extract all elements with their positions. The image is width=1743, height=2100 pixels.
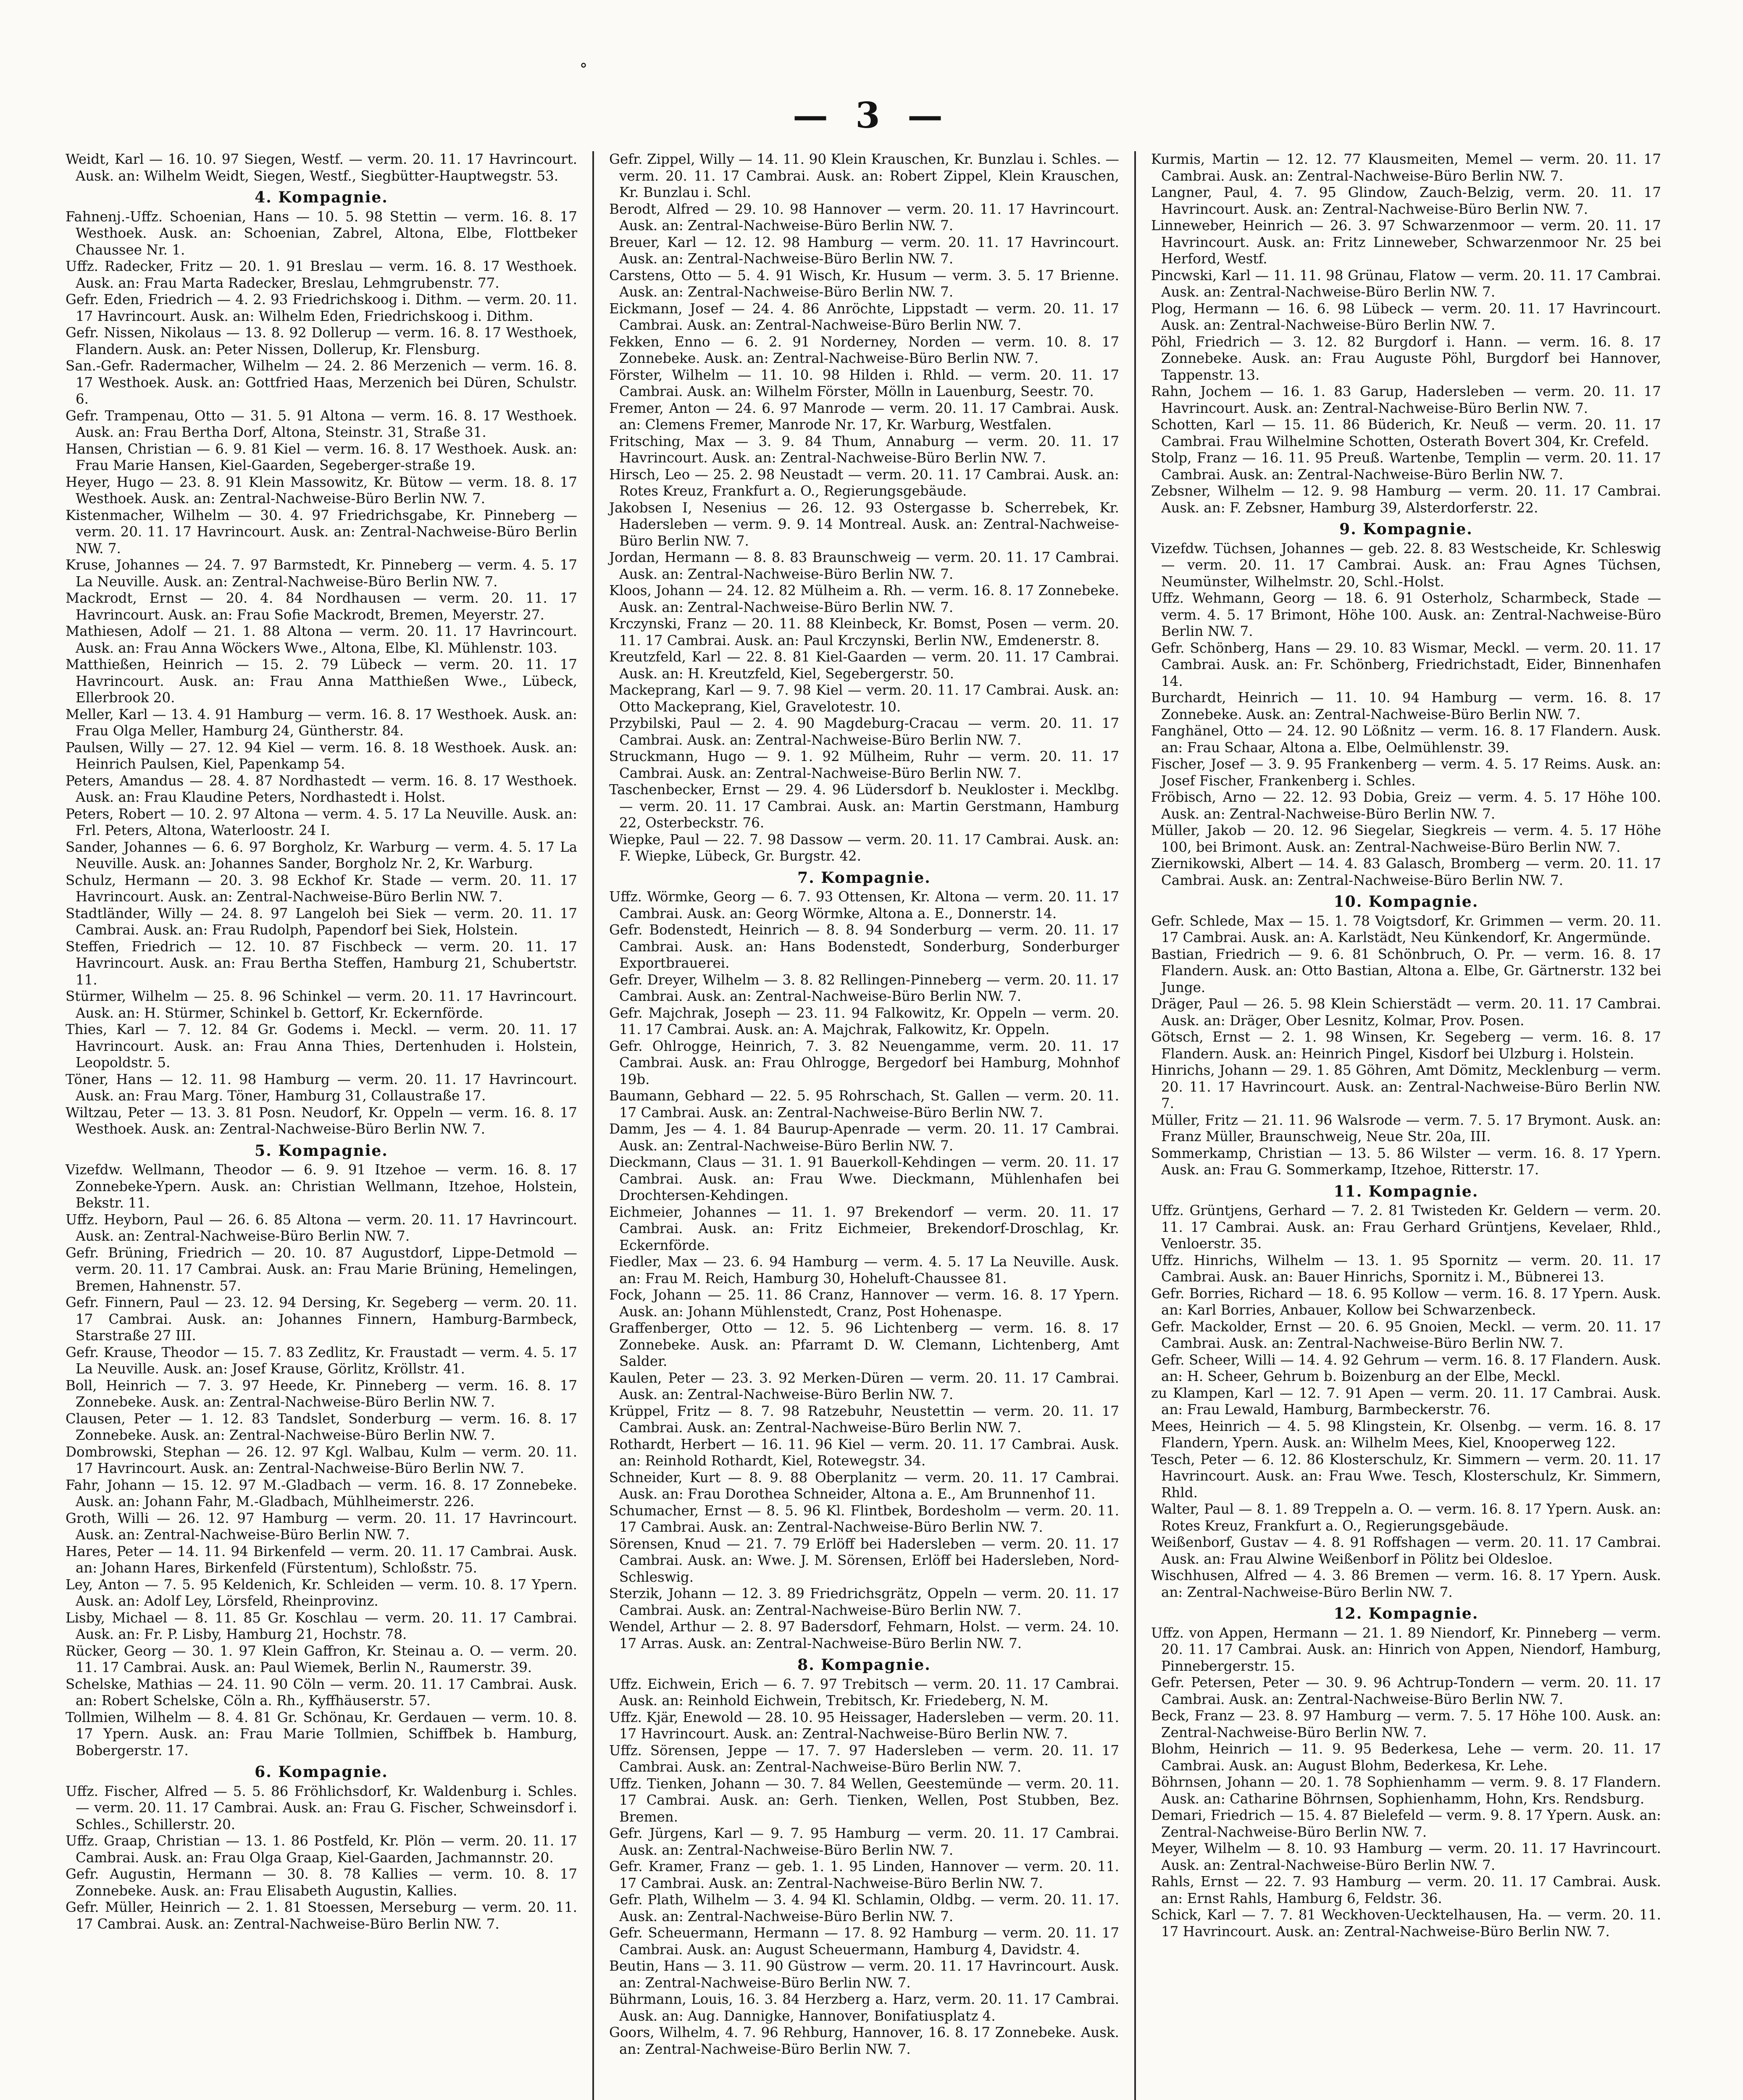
casualty-entry: Gefr. Trampenau, Otto — 31. 5. 91 Altona — verm. 16. 8. 17 Westhoek. Ausk. an: Frau Bertha Dorf, Altona, Steinstr. 31, Straße 31. — [66, 407, 577, 440]
casualty-entry: Clausen, Peter — 1. 12. 83 Tandslet, Sonderburg — verm. 16. 8. 17 Zonnebeke. Ausk. an: Zentral-Nachweise-Büro Berlin NW. 7. — [66, 1410, 577, 1443]
company-heading: 8. Kompagnie. — [797, 1656, 931, 1674]
casualty-entry: Damm, Jes — 4. 1. 84 Baurup-Apenrade — verm. 20. 11. 17 Cambrai. Ausk. an: Zentral-Nachweise-Büro Berlin NW. 7. — [609, 1121, 1119, 1154]
casualty-entry: Peters, Robert — 10. 2. 97 Altona — verm. 4. 5. 17 La Neuville. Ausk. an: Frl. Peters, Altona, Waterloostr. 24 I. — [66, 806, 577, 838]
casualty-entry: Stolp, Franz — 16. 11. 95 Preuß. Wartenbe, Templin — verm. 20. 11. 17 Cambrai. Ausk. an: Zentral-Nachweise-Büro Berlin NW. 7. — [1151, 450, 1661, 483]
casualty-entry: Gefr. Schönberg, Hans — 29. 10. 83 Wismar, Meckl. — verm. 20. 11. 17 Cambrai. Ausk. an: Fr. Schönberg, Friedrichstadt, Eider, Binnenhafen 14. — [1151, 640, 1661, 689]
casualty-entry: Peters, Amandus — 28. 4. 87 Nordhastedt — verm. 16. 8. 17 Westhoek. Ausk. an: Frau Klaudine Peters, Nordhastedt i. Holst. — [66, 772, 577, 805]
casualty-entry: Uffz. Kjär, Enewold — 28. 10. 95 Heissager, Hadersleben — verm. 20. 11. 17 Havrincourt. Ausk. an: Zentral-Nachweise-Büro Berlin NW. 7. — [609, 1709, 1119, 1742]
casualty-entry: Vizefdw. Wellmann, Theodor — 6. 9. 91 Itzehoe — verm. 16. 8. 17 Zonnebeke-Ypern. Ausk. an: Christian Wellmann, Itzehoe, Holstein, Bekstr. 11. — [66, 1162, 577, 1211]
casualty-entry: San.-Gefr. Radermacher, Wilhelm — 24. 2. 86 Merzenich — verm. 16. 8. 17 Westhoek. Ausk. an: Gottfried Haas, Merzenich bei Düren, Schulstr. 6. — [66, 358, 577, 407]
casualty-entry: Gefr. Ohlrogge, Heinrich, 7. 3. 82 Neuengamme, verm. 20. 11. 17 Cambrai. Ausk. an: Frau Ohlrogge, Bergedorf bei Hamburg, Mohnhof 19b. — [609, 1038, 1119, 1087]
casualty-entry: Gefr. Finnern, Paul — 23. 12. 94 Dersing, Kr. Segeberg — verm. 20. 11. 17 Cambrai. Ausk. an: Johannes Finnern, Hamburg-Barmbeck, Starstraße 27 III. — [66, 1294, 577, 1344]
casualty-entry: Taschenbecker, Ernst — 29. 4. 96 Lüdersdorf b. Neukloster i. Mecklbg. — verm. 20. 11. 17 Cambrai. Ausk. an: Martin Gerstmann, Hamburg 22, Osterbeckstr. 76. — [609, 782, 1119, 831]
casualty-entry: Dieckmann, Claus — 31. 1. 91 Bauerkoll-Kehdingen — verm. 20. 11. 17 Cambrai. Ausk. an: Frau Wwe. Dieckmann, Mühlenhafen bei Drochtersen-Kehdingen. — [609, 1154, 1119, 1203]
casualty-entry: Gefr. Petersen, Peter — 30. 9. 96 Achtrup-Tondern — verm. 20. 11. 17 Cambrai. Ausk. an: Zentral-Nachweise-Büro Berlin NW. 7. — [1151, 1675, 1661, 1707]
casualty-entry: Wiltzau, Peter — 13. 3. 81 Posn. Neudorf, Kr. Oppeln — verm. 16. 8. 17 Westhoek. Ausk. an: Zentral-Nachweise-Büro Berlin NW. 7. — [66, 1104, 577, 1137]
casualty-entry: Gefr. Brüning, Friedrich — 20. 10. 87 Augustdorf, Lippe-Detmold — verm. 20. 11. 17 Cambrai. Ausk. an: Frau Marie Brüning, Hemelingen, Bremen, Hahnenstr. 57. — [66, 1244, 577, 1294]
casualty-entry: Ziernikowski, Albert — 14. 4. 83 Galasch, Bromberg — verm. 20. 11. 17 Cambrai. Ausk. an: Zentral-Nachweise-Büro Berlin NW. 7. — [1151, 856, 1661, 888]
company-heading: 12. Kompagnie. — [1333, 1605, 1479, 1622]
casualty-entry: Schneider, Kurt — 8. 9. 88 Oberplanitz — verm. 20. 11. 17 Cambrai. Ausk. an: Frau Dorothea Schneider, Altona a. E., Am Brunnenhof 11. — [609, 1469, 1119, 1502]
casualty-entry: Plog, Hermann — 16. 6. 98 Lübeck — verm. 20. 11. 17 Havrincourt. Ausk. an: Zentral-Nachweise-Büro Berlin NW. 7. — [1151, 300, 1661, 333]
casualty-entry: Struckmann, Hugo — 9. 1. 92 Mülheim, Ruhr — verm. 20. 11. 17 Cambrai. Ausk. an: Zentral-Nachweise-Büro Berlin NW. 7. — [609, 748, 1119, 781]
casualty-entry: Tesch, Peter — 6. 12. 86 Klosterschulz, Kr. Simmern — verm. 20. 11. 17 Havrincourt. Ausk. an: Frau Wwe. Tesch, Klosterschulz, Kr. Simmern, Rhld. — [1151, 1451, 1661, 1501]
column-1 — [50, 151, 592, 2100]
casualty-entry: Vizefdw. Tüchsen, Johannes — geb. 22. 8. 83 Westscheide, Kr. Schleswig — verm. 20. 11. 17 Cambrai. Ausk. an: Frau Agnes Tüchsen, Neumünster, Wilhelmstr. 20, Schl.-Holst. — [1151, 540, 1661, 590]
casualty-entry: Gefr. Eden, Friedrich — 4. 2. 93 Friedrichskoog i. Dithm. — verm. 20. 11. 17 Havrincourt. Ausk. an: Wilhelm Eden, Friedrichskoog i. Dithm. — [66, 291, 577, 324]
casualty-entry: Götsch, Ernst — 2. 1. 98 Winsen, Kr. Segeberg — verm. 16. 8. 17 Flandern. Ausk. an: Heinrich Pingel, Kisdorf bei Ulzburg i. Holstein. — [1151, 1029, 1661, 1062]
casualty-entry: Rahn, Jochem — 16. 1. 83 Garup, Hadersleben — verm. 20. 11. 17 Havrincourt. Ausk. an: Zentral-Nachweise-Büro Berlin NW. 7. — [1151, 383, 1661, 416]
casualty-entry: Uffz. Wehmann, Georg — 18. 6. 91 Osterholz, Scharmbeck, Stade — verm. 4. 5. 17 Brimont, Höhe 100. Ausk. an: Zentral-Nachweise-Büro Berlin NW. 7. — [1151, 590, 1661, 639]
casualty-entry: Gefr. Scheuermann, Hermann — 17. 8. 92 Hamburg — verm. 20. 11. 17 Cambrai. Ausk. an: August Scheuermann, Hamburg 4, Davidstr. 4. — [609, 1925, 1119, 1958]
casualty-entry: Uffz. Hinrichs, Wilhelm — 13. 1. 95 Spornitz — verm. 20. 11. 17 Cambrai. Ausk. an: Bauer Hinrichs, Spornitz i. M., Bübnerei 13. — [1151, 1252, 1661, 1285]
company-heading: 7. Kompagnie. — [797, 869, 931, 887]
casualty-entry: Hares, Peter — 14. 11. 94 Birkenfeld — verm. 20. 11. 17 Cambrai. Ausk. an: Johann Hares, Birkenfeld (Fürstentum), Schloßstr. 75. — [66, 1543, 577, 1576]
casualty-entry: Gefr. Borries, Richard — 18. 6. 95 Kollow — verm. 16. 8. 17 Ypern. Ausk. an: Karl Borries, Anbauer, Kollow bei Schwarzenbeck. — [1151, 1285, 1661, 1318]
casualty-entry: Steffen, Friedrich — 12. 10. 87 Fischbeck — verm. 20. 11. 17 Havrincourt. Ausk. an: Frau Bertha Steffen, Hamburg 21, Schubertstr. 11. — [66, 938, 577, 988]
casualty-entry: Schick, Karl — 7. 7. 81 Weckhoven-Uecktelhausen, Ha. — verm. 20. 11. 17 Havrincourt. Ausk. an: Zentral-Nachweise-Büro Berlin NW. 7. — [1151, 1907, 1661, 1940]
casualty-entry: Rücker, Georg — 30. 1. 97 Klein Gaffron, Kr. Steinau a. O. — verm. 20. 11. 17 Cambrai. Ausk. an: Paul Wiemek, Berlin N., Raumerstr. 39. — [66, 1643, 577, 1675]
casualty-entry: Bührmann, Louis, 16. 3. 84 Herzberg a. Harz, verm. 20. 11. 17 Cambrai. Ausk. an: Aug. Dannigke, Hannover, Bonifatiusplatz 4. — [609, 1991, 1119, 2024]
casualty-entry: Burchardt, Heinrich — 11. 10. 94 Hamburg — verm. 16. 8. 17 Zonnebeke. Ausk. an: Zentral-Nachweise-Büro Berlin NW. 7. — [1151, 690, 1661, 722]
casualty-entry: Eichmeier, Johannes — 11. 1. 97 Brekendorf — verm. 20. 11. 17 Cambrai. Ausk. an: Fritz Eichmeier, Brekendorf-Droschlag, Kr. Eckernförde. — [609, 1204, 1119, 1253]
casualty-entry: Goors, Wilhelm, 4. 7. 96 Rehburg, Hannover, 16. 8. 17 Zonnebeke. Ausk. an: Zentral-Nachweise-Büro Berlin NW. 7. — [609, 2024, 1119, 2057]
page-number: — 3 — — [793, 94, 950, 136]
casualty-entry: Ley, Anton — 7. 5. 95 Keldenich, Kr. Schleiden — verm. 10. 8. 17 Ypern. Ausk. an: Adolf Ley, Lörsfeld, Rheinprovinz. — [66, 1576, 577, 1609]
casualty-entry: Uffz. Radecker, Fritz — 20. 1. 91 Breslau — verm. 16. 8. 17 Westhoek. Ausk. an: Frau Marta Radecker, Breslau, Lehmgrubenstr. 77. — [66, 258, 577, 291]
casualty-entry: Weißenborf, Gustav — 4. 8. 91 Roffshagen — verm. 20. 11. 17 Cambrai. Ausk. an: Frau Alwine Weißenborf in Pölitz bei Oldesloe. — [1151, 1534, 1661, 1567]
casualty-entry: Uffz. Eichwein, Erich — 6. 7. 97 Trebitsch — verm. 20. 11. 17 Cambrai. Ausk. an: Reinhold Eichwein, Trebitsch, Kr. Friedeberg, N. M. — [609, 1676, 1119, 1709]
casualty-entry: zu Klampen, Karl — 12. 7. 91 Apen — verm. 20. 11. 17 Cambrai. Ausk. an: Frau Lewald, Hamburg, Barmbeckerstr. 76. — [1151, 1385, 1661, 1418]
casualty-entry: Berodt, Alfred — 29. 10. 98 Hannover — verm. 20. 11. 17 Havrincourt. Ausk. an: Zentral-Nachweise-Büro Berlin NW. 7. — [609, 201, 1119, 234]
casualty-entry: Rahls, Ernst — 22. 7. 93 Hamburg — verm. 20. 11. 17 Cambrai. Ausk. an: Ernst Rahls, Hamburg 6, Feldstr. 36. — [1151, 1874, 1661, 1906]
casualty-entry: Krczynski, Franz — 20. 11. 88 Kleinbeck, Kr. Bomst, Posen — verm. 20. 11. 17 Cambrai. Ausk. an: Paul Krczynski, Berlin NW., Emdenerstr. 8. — [609, 616, 1119, 648]
casualty-entry: Müller, Fritz — 21. 11. 96 Walsrode — verm. 7. 5. 17 Brymont. Ausk. an: Franz Müller, Braunschweig, Neue Str. 20a, III. — [1151, 1112, 1661, 1144]
company-heading: 11. Kompagnie. — [1333, 1182, 1479, 1200]
casualty-entry: Gefr. Kramer, Franz — geb. 1. 1. 95 Linden, Hannover — verm. 20. 11. 17 Cambrai. Ausk. an: Zentral-Nachweise-Büro Berlin NW. 7. — [609, 1858, 1119, 1891]
casualty-entry: Fanghänel, Otto — 24. 12. 90 Lößnitz — verm. 16. 8. 17 Flandern. Ausk. an: Frau Schaar, Altona a. Elbe, Oelmühlenstr. 39. — [1151, 723, 1661, 756]
casualty-entry: Stürmer, Wilhelm — 25. 8. 96 Schinkel — verm. 20. 11. 17 Havrincourt. Ausk. an: H. Stürmer, Schinkel b. Gettorf, Kr. Eckernförde. — [66, 988, 577, 1021]
casualty-entry: Langner, Paul, 4. 7. 95 Glindow, Zauch-Belzig, verm. 20. 11. 17 Havrincourt. Ausk. an: Zentral-Nachweise-Büro Berlin NW. 7. — [1151, 184, 1661, 217]
casualty-entry: Sterzik, Johann — 12. 3. 89 Friedrichsgrätz, Oppeln — verm. 20. 11. 17 Cambrai. Ausk. an: Zentral-Nachweise-Büro Berlin NW. 7. — [609, 1586, 1119, 1618]
casualty-entry: Kreutzfeld, Karl — 22. 8. 81 Kiel-Gaarden — verm. 20. 11. 17 Cambrai. Ausk. an: H. Kreutzfeld, Kiel, Segebergerstr. 50. — [609, 649, 1119, 682]
casualty-entry: Breuer, Karl — 12. 12. 98 Hamburg — verm. 20. 11. 17 Havrincourt. Ausk. an: Zentral-Nachweise-Büro Berlin NW. 7. — [609, 234, 1119, 267]
casualty-entry: Walter, Paul — 8. 1. 89 Treppeln a. O. — verm. 16. 8. 17 Ypern. Ausk. an: Rotes Kreuz, Frankfurt a. O., Regierungsgebäude. — [1151, 1501, 1661, 1534]
casualty-entry: Fahr, Johann — 15. 12. 97 M.-Gladbach — verm. 16. 8. 17 Zonnebeke. Ausk. an: Johann Fahr, M.-Gladbach, Mühlheimerstr. 226. — [66, 1477, 577, 1509]
casualty-entry: Linneweber, Heinrich — 26. 3. 97 Schwarzenmoor — verm. 20. 11. 17 Havrincourt. Ausk. an: Fritz Linneweber, Schwarzenmoor Nr. 25 bei Herford, Westf. — [1151, 218, 1661, 267]
casualty-entry: Schumacher, Ernst — 8. 5. 96 Kl. Flintbek, Bordesholm — verm. 20. 11. 17 Cambrai. Ausk. an: Zentral-Nachweise-Büro Berlin NW. 7. — [609, 1502, 1119, 1535]
casualty-entry: Demari, Friedrich — 15. 4. 87 Bielefeld — verm. 9. 8. 17 Ypern. Ausk. an: Zentral-Nachweise-Büro Berlin NW. 7. — [1151, 1807, 1661, 1840]
casualty-entry: Meller, Karl — 13. 4. 91 Hamburg — verm. 16. 8. 17 Westhoek. Ausk. an: Frau Olga Meller, Hamburg 24, Güntherstr. 84. — [66, 706, 577, 739]
casualty-entry: Sörensen, Knud — 21. 7. 79 Erlöff bei Hadersleben — verm. 20. 11. 17 Cambrai. Ausk. an: Wwe. J. M. Sörensen, Erlöff bei Hadersleben, Nord-Schleswig. — [609, 1536, 1119, 1585]
text-columns — [50, 151, 1676, 2100]
company-heading: 4. Kompagnie. — [255, 189, 388, 206]
casualty-entry: Carstens, Otto — 5. 4. 91 Wisch, Kr. Husum — verm. 3. 5. 17 Brienne. Ausk. an: Zentral-Nachweise-Büro Berlin NW. 7. — [609, 267, 1119, 300]
casualty-entry: Baumann, Gebhard — 22. 5. 95 Rohrschach, St. Gallen — verm. 20. 11. 17 Cambrai. Ausk. an: Zentral-Nachweise-Büro Berlin NW. 7. — [609, 1088, 1119, 1121]
casualty-entry: Dräger, Paul — 26. 5. 98 Klein Schierstädt — verm. 20. 11. 17 Cambrai. Ausk. an: Dräger, Ober Lesnitz, Kolmar, Prov. Posen. — [1151, 996, 1661, 1029]
casualty-entry: Töner, Hans — 12. 11. 98 Hamburg — verm. 20. 11. 17 Havrincourt. Ausk. an: Frau Marg. Töner, Hamburg 31, Collaustraße 17. — [66, 1071, 577, 1104]
company-heading: 6. Kompagnie. — [255, 1763, 388, 1781]
casualty-entry: Thies, Karl — 7. 12. 84 Gr. Godems i. Meckl. — verm. 20. 11. 17 Havrincourt. Ausk. an: Frau Anna Thies, Dertenhuden i. Holstein, Leopoldstr. 5. — [66, 1021, 577, 1071]
casualty-entry: Gefr. Krause, Theodor — 15. 7. 83 Zedlitz, Kr. Fraustadt — verm. 4. 5. 17 La Neuville. Ausk. an: Josef Krause, Görlitz, Kröllstr. 41. — [66, 1344, 577, 1377]
column-2 — [592, 151, 1134, 2100]
casualty-entry: Mackrodt, Ernst — 20. 4. 84 Nordhausen — verm. 20. 11. 17 Havrincourt. Ausk. an: Frau Sofie Mackrodt, Bremen, Meyerstr. 27. — [66, 590, 577, 623]
casualty-entry: Hansen, Christian — 6. 9. 81 Kiel — verm. 16. 8. 17 Westhoek. Ausk. an: Frau Marie Hansen, Kiel-Gaarden, Segeberger-straße 19. — [66, 441, 577, 473]
casualty-entry: Fahnenj.-Uffz. Schoenian, Hans — 10. 5. 98 Stettin — verm. 16. 8. 17 Westhoek. Ausk. an: Schoenian, Zabrel, Altona, Elbe, Flottbeker Chaussee Nr. 1. — [66, 208, 577, 258]
casualty-entry: Graffenberger, Otto — 12. 5. 96 Lichtenberg — verm. 16. 8. 17 Zonnebeke. Ausk. an: Pfarramt D. W. Clemann, Lichtenberg, Amt Salder. — [609, 1320, 1119, 1369]
casualty-entry: Schotten, Karl — 15. 11. 86 Büderich, Kr. Neuß — verm. 20. 11. 17 Cambrai. Frau Wilhelmine Schotten, Osterath Bovert 304, Kr. Crefeld. — [1151, 417, 1661, 449]
casualty-entry: Gefr. Jürgens, Karl — 9. 7. 95 Hamburg — verm. 20. 11. 17 Cambrai. Ausk. an: Zentral-Nachweise-Büro Berlin NW. 7. — [609, 1825, 1119, 1858]
casualty-entry: Förster, Wilhelm — 11. 10. 98 Hilden i. Rhld. — verm. 20. 11. 17 Cambrai. Ausk. an: Wilhelm Förster, Mölln in Lauenburg, Seestr. 70. — [609, 367, 1119, 399]
casualty-entry: Hinrichs, Johann — 29. 1. 85 Göhren, Amt Dömitz, Mecklenburg — verm. 20. 11. 17 Havrincourt. Ausk. an: Zentral-Nachweise-Büro Berlin NW. 7. — [1151, 1062, 1661, 1111]
casualty-entry: Gefr. Schlede, Max — 15. 1. 78 Voigtsdorf, Kr. Grimmen — verm. 20. 11. 17 Cambrai. Ausk. an: A. Karlstädt, Neu Künkendorf, Kr. Angermünde. — [1151, 913, 1661, 945]
casualty-entry: Gefr. Augustin, Hermann — 30. 8. 78 Kallies — verm. 10. 8. 17 Zonnebeke. Ausk. an: Frau Elisabeth Augustin, Kallies. — [66, 1866, 577, 1899]
casualty-entry: Böhrnsen, Johann — 20. 1. 78 Sophienhamm — verm. 9. 8. 17 Flandern. Ausk. an: Catharine Böhrnsen, Sophienhamm, Hohn, Krs. Rendsburg. — [1151, 1774, 1661, 1807]
casualty-entry: Przybilski, Paul — 2. 4. 90 Magdeburg-Cracau — verm. 20. 11. 17 Cambrai. Ausk. an: Zentral-Nachweise-Büro Berlin NW. 7. — [609, 715, 1119, 748]
casualty-entry: Mackeprang, Karl — 9. 7. 98 Kiel — verm. 20. 11. 17 Cambrai. Ausk. an: Otto Mackeprang, Kiel, Gravelotestr. 10. — [609, 682, 1119, 715]
casualty-entry: Boll, Heinrich — 7. 3. 97 Heede, Kr. Pinneberg — verm. 16. 8. 17 Zonnebeke. Ausk. an: Zentral-Nachweise-Büro Berlin NW. 7. — [66, 1377, 577, 1410]
casualty-entry: Sommerkamp, Christian — 13. 5. 86 Wilster — verm. 16. 8. 17 Ypern. Ausk. an: Frau G. Sommerkamp, Itzehoe, Ritterstr. 17. — [1151, 1145, 1661, 1178]
casualty-entry: Pincwski, Karl — 11. 11. 98 Grünau, Flatow — verm. 20. 11. 17 Cambrai. Ausk. an: Zentral-Nachweise-Büro Berlin NW. 7. — [1151, 267, 1661, 300]
casualty-entry: Kaulen, Peter — 23. 3. 92 Merken-Düren — verm. 20. 11. 17 Cambrai. Ausk. an: Zentral-Nachweise-Büro Berlin NW. 7. — [609, 1370, 1119, 1402]
casualty-entry: Mees, Heinrich — 4. 5. 98 Klingstein, Kr. Olsenbg. — verm. 16. 8. 17 Flandern, Ypern. Ausk. an: Wilhelm Mees, Kiel, Knooperweg 122. — [1151, 1418, 1661, 1451]
casualty-entry: Krüppel, Fritz — 8. 7. 98 Ratzebuhr, Neustettin — verm. 20. 11. 17 Cambrai. Ausk. an: Zentral-Nachweise-Büro Berlin NW. 7. — [609, 1403, 1119, 1436]
casualty-entry: Fritsching, Max — 3. 9. 84 Thum, Annaburg — verm. 20. 11. 17 Havrincourt. Ausk. an: Zentral-Nachweise-Büro Berlin NW. 7. — [609, 433, 1119, 466]
casualty-entry: Heyer, Hugo — 23. 8. 91 Klein Massowitz, Kr. Bütow — verm. 18. 8. 17 Westhoek. Ausk. an: Zentral-Nachweise-Büro Berlin NW. 7. — [66, 474, 577, 507]
casualty-entry: Gefr. Zippel, Willy — 14. 11. 90 Klein Krauschen, Kr. Bunzlau i. Schles. — verm. 20. 11. 17 Cambrai. Ausk. an: Robert Zippel, Klein Krauschen, Kr. Bunzlau i. Schl. — [609, 151, 1119, 200]
casualty-entry: Zebsner, Wilhelm — 12. 9. 98 Hamburg — verm. 20. 11. 17 Cambrai. Ausk. an: F. Zebsner, Hamburg 39, Alsterdorferstr. 22. — [1151, 483, 1661, 516]
company-heading: 10. Kompagnie. — [1333, 893, 1479, 911]
casualty-entry: Paulsen, Willy — 27. 12. 94 Kiel — verm. 16. 8. 18 Westhoek. Ausk. an: Heinrich Paulsen, Kiel, Papenkamp 54. — [66, 739, 577, 772]
casualty-entry: Pöhl, Friedrich — 3. 12. 82 Burgdorf i. Hann. — verm. 16. 8. 17 Zonnebeke. Ausk. an: Frau Auguste Pöhl, Burgdorf bei Hannover, Tappenstr. 13. — [1151, 333, 1661, 383]
casualty-entry: Gefr. Bodenstedt, Heinrich — 8. 8. 94 Sonderburg — verm. 20. 11. 17 Cambrai. Ausk. an: Hans Bodenstedt, Sonderburg, Sonderburger Exportbrauerei. — [609, 922, 1119, 971]
casualty-entry: Stadtländer, Willy — 24. 8. 97 Langeloh bei Siek — verm. 20. 11. 17 Cambrai. Ausk. an: Frau Rudolph, Papendorf bei Siek, Holstein. — [66, 905, 577, 938]
casualty-entry: Wischhusen, Alfred — 4. 3. 86 Bremen — verm. 16. 8. 17 Ypern. Ausk. an: Zentral-Nachweise-Büro Berlin NW. 7. — [1151, 1567, 1661, 1600]
casualty-entry: Wendel, Arthur — 2. 8. 97 Badersdorf, Fehmarn, Holst. — verm. 24. 10. 17 Arras. Ausk. an: Zentral-Nachweise-Büro Berlin NW. 7. — [609, 1619, 1119, 1651]
casualty-entry: Weidt, Karl — 16. 10. 97 Siegen, Westf. — verm. 20. 11. 17 Havrincourt. Ausk. an: Wilhelm Weidt, Siegen, Westf., Siegbütter-Hauptwegstr. 53. — [66, 151, 577, 184]
casualty-entry: Schulz, Hermann — 20. 3. 98 Eckhof Kr. Stade — verm. 20. 11. 17 Havrincourt. Ausk. an: Zentral-Nachweise-Büro Berlin NW. 7. — [66, 872, 577, 905]
casualty-entry: Fischer, Josef — 3. 9. 95 Frankenberg — verm. 4. 5. 17 Reims. Ausk. an: Josef Fischer, Frankenberg i. Schles. — [1151, 756, 1661, 789]
casualty-entry: Beck, Franz — 23. 8. 97 Hamburg — verm. 7. 5. 17 Höhe 100. Ausk. an: Zentral-Nachweise-Büro Berlin NW. 7. — [1151, 1708, 1661, 1740]
company-heading: 5. Kompagnie. — [255, 1142, 388, 1160]
casualty-entry: Jordan, Hermann — 8. 8. 83 Braunschweig — verm. 20. 11. 17 Cambrai. Ausk. an: Zentral-Nachweise-Büro Berlin NW. 7. — [609, 549, 1119, 582]
casualty-entry: Kistenmacher, Wilhelm — 30. 4. 97 Friedrichsgabe, Kr. Pinneberg — verm. 20. 11. 17 Havrincourt. Ausk. an: Zentral-Nachweise-Büro Berlin NW. 7. — [66, 507, 577, 556]
casualty-entry: Uffz. Graap, Christian — 13. 1. 86 Postfeld, Kr. Plön — verm. 20. 11. 17 Cambrai. Ausk. an: Frau Olga Graap, Kiel-Gaarden, Jachmannstr. 20. — [66, 1833, 577, 1866]
casualty-entry: Hirsch, Leo — 25. 2. 98 Neustadt — verm. 20. 11. 17 Cambrai. Ausk. an: Rotes Kreuz, Frankfurt a. O., Regierungsgebäude. — [609, 466, 1119, 499]
casualty-entry: Kruse, Johannes — 24. 7. 97 Barmstedt, Kr. Pinneberg — verm. 4. 5. 17 La Neuville. Ausk. an: Zentral-Nachweise-Büro Berlin NW. 7. — [66, 557, 577, 590]
casualty-entry: Schelske, Mathias — 24. 11. 90 Cöln — verm. 20. 11. 17 Cambrai. Ausk. an: Robert Schelske, Cöln a. Rh., Kyffhäuserstr. 57. — [66, 1676, 577, 1709]
column-3 — [1134, 151, 1676, 2100]
casualty-entry: Rothardt, Herbert — 16. 11. 96 Kiel — verm. 20. 11. 17 Cambrai. Ausk. an: Reinhold Rothardt, Kiel, Rotewegstr. 34. — [609, 1436, 1119, 1469]
casualty-entry: Gefr. Müller, Heinrich — 2. 1. 81 Stoessen, Merseburg — verm. 20. 11. 17 Cambrai. Ausk. an: Zentral-Nachweise-Büro Berlin NW. 7. — [66, 1899, 577, 1932]
casualty-entry: Uffz. Heyborn, Paul — 26. 6. 85 Altona — verm. 20. 11. 17 Havrincourt. Ausk. an: Zentral-Nachweise-Büro Berlin NW. 7. — [66, 1211, 577, 1244]
casualty-entry: Meyer, Wilhelm — 8. 10. 93 Hamburg — verm. 20. 11. 17 Havrincourt. Ausk. an: Zentral-Nachweise-Büro Berlin NW. 7. — [1151, 1840, 1661, 1873]
casualty-entry: Fekken, Enno — 6. 2. 91 Norderney, Norden — verm. 10. 8. 17 Zonnebeke. Ausk. an: Zentral-Nachweise-Büro Berlin NW. 7. — [609, 333, 1119, 366]
casualty-entry: Uffz. Grüntjens, Gerhard — 7. 2. 81 Twisteden Kr. Geldern — verm. 20. 11. 17 Cambrai. Ausk. an: Frau Gerhard Grüntjens, Kevelaer, Rhld., Venloerstr. 35. — [1151, 1202, 1661, 1252]
casualty-entry: Sander, Johannes — 6. 6. 97 Borgholz, Kr. Warburg — verm. 4. 5. 17 La Neuville. Ausk. an: Johannes Sander, Borgholz Nr. 2, Kr. Warburg. — [66, 839, 577, 872]
casualty-entry: Groth, Willi — 26. 12. 97 Hamburg — verm. 20. 11. 17 Havrincourt. Ausk. an: Zentral-Nachweise-Büro Berlin NW. 7. — [66, 1510, 577, 1543]
print-mark: ° — [580, 61, 587, 78]
casualty-entry: Kurmis, Martin — 12. 12. 77 Klausmeiten, Memel — verm. 20. 11. 17 Cambrai. Ausk. an: Zentral-Nachweise-Büro Berlin NW. 7. — [1151, 151, 1661, 184]
casualty-entry: Gefr. Dreyer, Wilhelm — 3. 8. 82 Rellingen-Pinneberg — verm. 20. 11. 17 Cambrai. Ausk. an: Zentral-Nachweise-Büro Berlin NW. 7. — [609, 971, 1119, 1004]
casualty-entry: Jakobsen I, Nesenius — 26. 12. 93 Ostergasse b. Scherrebek, Kr. Hadersleben — verm. 9. 9. 14 Montreal. Ausk. an: Zentral-Nachweise-Büro Berlin NW. 7. — [609, 499, 1119, 549]
casualty-entry: Gefr. Mackolder, Ernst — 20. 6. 95 Gnoien, Meckl. — verm. 20. 11. 17 Cambrai. Ausk. an: Zentral-Nachweise-Büro Berlin NW. 7. — [1151, 1318, 1661, 1351]
casualty-entry: Uffz. Wörmke, Georg — 6. 7. 93 Ottensen, Kr. Altona — verm. 20. 11. 17 Cambrai. Ausk. an: Georg Wörmke, Altona a. E., Donnerstr. 14. — [609, 889, 1119, 921]
casualty-entry: Wiepke, Paul — 22. 7. 98 Dassow — verm. 20. 11. 17 Cambrai. Ausk. an: F. Wiepke, Lübeck, Gr. Burgstr. 42. — [609, 831, 1119, 864]
casualty-entry: Fock, Johann — 25. 11. 86 Cranz, Hannover — verm. 16. 8. 17 Ypern. Ausk. an: Johann Mühlenstedt, Cranz, Post Hohenaspe. — [609, 1287, 1119, 1320]
casualty-entry: Dombrowski, Stephan — 26. 12. 97 Kgl. Walbau, Kulm — verm. 20. 11. 17 Havrincourt. Ausk. an: Zentral-Nachweise-Büro Berlin NW. 7. — [66, 1444, 577, 1476]
casualty-entry: Lisby, Michael — 8. 11. 85 Gr. Koschlau — verm. 20. 11. 17 Cambrai. Ausk. an: Fr. P. Lisby, Hamburg 21, Hochstr. 78. — [66, 1609, 577, 1642]
casualty-entry: Uffz. Tienken, Johann — 30. 7. 84 Wellen, Geestemünde — verm. 20. 11. 17 Cambrai. Ausk. an: Gerh. Tienken, Wellen, Post Stubben, Bez. Bremen. — [609, 1775, 1119, 1825]
casualty-entry: Uffz. Sörensen, Jeppe — 17. 7. 97 Hadersleben — verm. 20. 11. 17 Cambrai. Ausk. an: Zentral-Nachweise-Büro Berlin NW. 7. — [609, 1742, 1119, 1775]
casualty-entry: Gefr. Majchrak, Joseph — 23. 11. 94 Falkowitz, Kr. Oppeln — verm. 20. 11. 17 Cambrai. Ausk. an: A. Majchrak, Falkowitz, Kr. Oppeln. — [609, 1005, 1119, 1037]
casualty-entry: Beutin, Hans — 3. 11. 90 Güstrow — verm. 20. 11. 17 Havrincourt. Ausk. an: Zentral-Nachweise-Büro Berlin NW. 7. — [609, 1958, 1119, 1991]
casualty-entry: Fröbisch, Arno — 22. 12. 93 Dobia, Greiz — verm. 4. 5. 17 Höhe 100. Ausk. an: Zentral-Nachweise-Büro Berlin NW. 7. — [1151, 789, 1661, 822]
casualty-entry: Fiedler, Max — 23. 6. 94 Hamburg — verm. 4. 5. 17 La Neuville. Ausk. an: Frau M. Reich, Hamburg 30, Hoheluft-Chaussee 81. — [609, 1254, 1119, 1286]
casualty-entry: Matthießen, Heinrich — 15. 2. 79 Lübeck — verm. 20. 11. 17 Havrincourt. Ausk. an: Frau Anna Matthießen Wwe., Lübeck, Ellerbrook 20. — [66, 656, 577, 706]
casualty-entry: Fremer, Anton — 24. 6. 97 Manrode — verm. 20. 11. 17 Cambrai. Ausk. an: Clemens Fremer, Manrode Nr. 17, Kr. Warburg, Westfalen. — [609, 400, 1119, 433]
casualty-entry: Uffz. Fischer, Alfred — 5. 5. 86 Fröhlichsdorf, Kr. Waldenburg i. Schles. — verm. 20. 11. 17 Cambrai. Ausk. an: Frau G. Fischer, Schweinsdorf i. Schles., Schillerstr. 20. — [66, 1783, 577, 1832]
company-heading: 9. Kompagnie. — [1339, 520, 1473, 538]
casualty-entry: Gefr. Plath, Wilhelm — 3. 4. 94 Kl. Schlamin, Oldbg. — verm. 20. 11. 17. Ausk. an: Zentral-Nachweise-Büro Berlin NW. 7. — [609, 1892, 1119, 1924]
casualty-entry: Müller, Jakob — 20. 12. 96 Siegelar, Siegkreis — verm. 4. 5. 17 Höhe 100, bei Brimont. Ausk. an: Zentral-Nachweise-Büro Berlin NW. 7. — [1151, 822, 1661, 855]
casualty-entry: Mathiesen, Adolf — 21. 1. 88 Altona — verm. 20. 11. 17 Havrincourt. Ausk. an: Frau Anna Wöckers Wwe., Altona, Elbe, Kl. Mühlenstr. 103. — [66, 623, 577, 656]
casualty-entry: Uffz. von Appen, Hermann — 21. 1. 89 Niendorf, Kr. Pinneberg — verm. 20. 11. 17 Cambrai. Ausk. an: Hinrich von Appen, Niendorf, Hamburg, Pinnebergerstr. 15. — [1151, 1625, 1661, 1674]
casualty-entry: Kloos, Johann — 24. 12. 82 Mülheim a. Rh. — verm. 16. 8. 17 Zonnebeke. Ausk. an: Zentral-Nachweise-Büro Berlin NW. 7. — [609, 583, 1119, 615]
casualty-entry: Gefr. Nissen, Nikolaus — 13. 8. 92 Dollerup — verm. 16. 8. 17 Westhoek, Flandern. Ausk. an: Peter Nissen, Dollerup, Kr. Flensburg. — [66, 325, 577, 357]
casualty-entry: Eickmann, Josef — 24. 4. 86 Anröchte, Lippstadt — verm. 20. 11. 17 Cambrai. Ausk. an: Zentral-Nachweise-Büro Berlin NW. 7. — [609, 300, 1119, 333]
casualty-entry: Bastian, Friedrich — 9. 6. 81 Schönbruch, O. Pr. — verm. 16. 8. 17 Flandern. Ausk. an: Otto Bastian, Altona a. Elbe, Gr. Gärtnerstr. 132 bei Junge. — [1151, 946, 1661, 995]
casualty-entry: Tollmien, Wilhelm — 8. 4. 81 Gr. Schönau, Kr. Gerdauen — verm. 10. 8. 17 Ypern. Ausk. an: Frau Marie Tollmien, Schiffbek b. Hamburg, Bobergerstr. 17. — [66, 1709, 577, 1759]
casualty-entry: Gefr. Scheer, Willi — 14. 4. 92 Gehrum — verm. 16. 8. 17 Flandern. Ausk. an: H. Scheer, Gehrum b. Boizenburg an der Elbe, Meckl. — [1151, 1352, 1661, 1384]
casualty-entry: Blohm, Heinrich — 11. 9. 95 Bederkesa, Lehe — verm. 20. 11. 17 Cambrai. Ausk. an: August Blohm, Bederkesa, Kr. Lehe. — [1151, 1741, 1661, 1774]
